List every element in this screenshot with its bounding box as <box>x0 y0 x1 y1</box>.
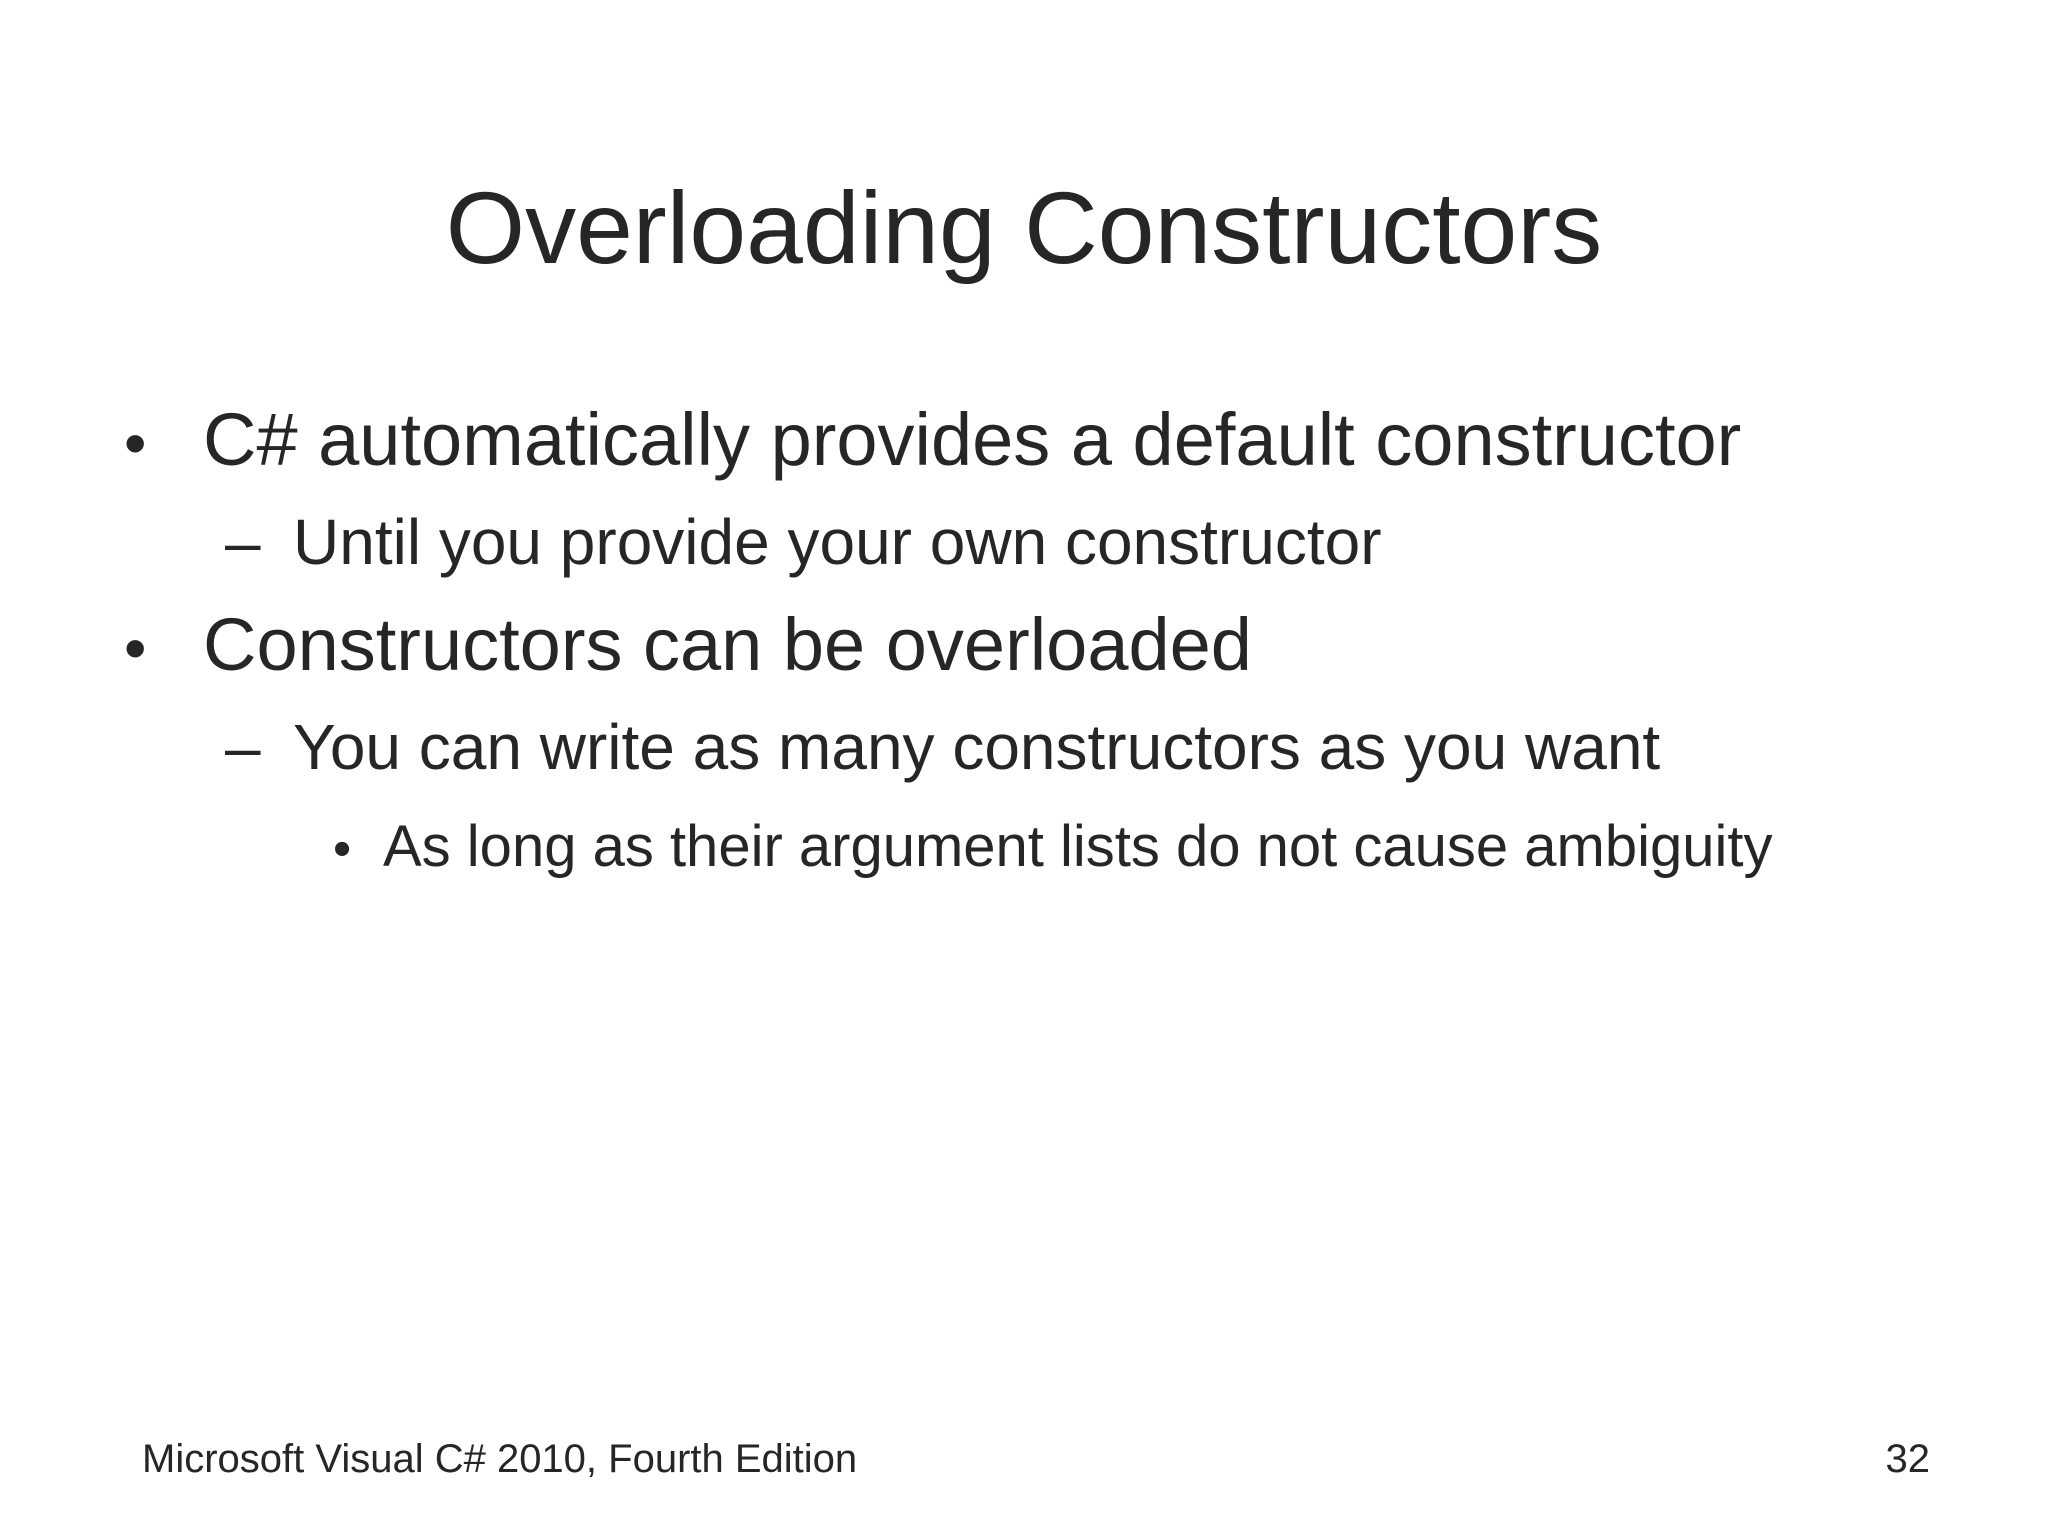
bullet-item <box>124 600 1252 693</box>
bullet-marker: • <box>124 407 147 479</box>
sub-bullet-item <box>225 708 1660 786</box>
sub-bullet-text: Until you provide your own constructor <box>293 506 1382 578</box>
bullet-text: Constructors can be overloaded <box>203 603 1252 686</box>
slide-title: Overloading Constructors <box>445 171 1603 285</box>
dash-marker: – <box>225 506 261 578</box>
sub-bullet-item <box>225 503 1382 581</box>
page-number: 32 <box>1885 1437 1930 1481</box>
sub-sub-bullet-text: As long as their argument lists do not cause ambiguity <box>383 814 1773 879</box>
sub-sub-bullet-item <box>333 812 1773 884</box>
bullet-item <box>124 395 1741 488</box>
sub-bullet-text: You can write as many constructors as you want <box>293 711 1661 783</box>
bullet-marker: • <box>333 820 352 878</box>
bullet-text: C# automatically provides a default constructor <box>203 398 1742 481</box>
footer-book-title: Microsoft Visual C# 2010, Fourth Edition <box>142 1437 858 1481</box>
dash-marker: – <box>225 711 261 783</box>
bullet-marker: • <box>124 612 147 684</box>
